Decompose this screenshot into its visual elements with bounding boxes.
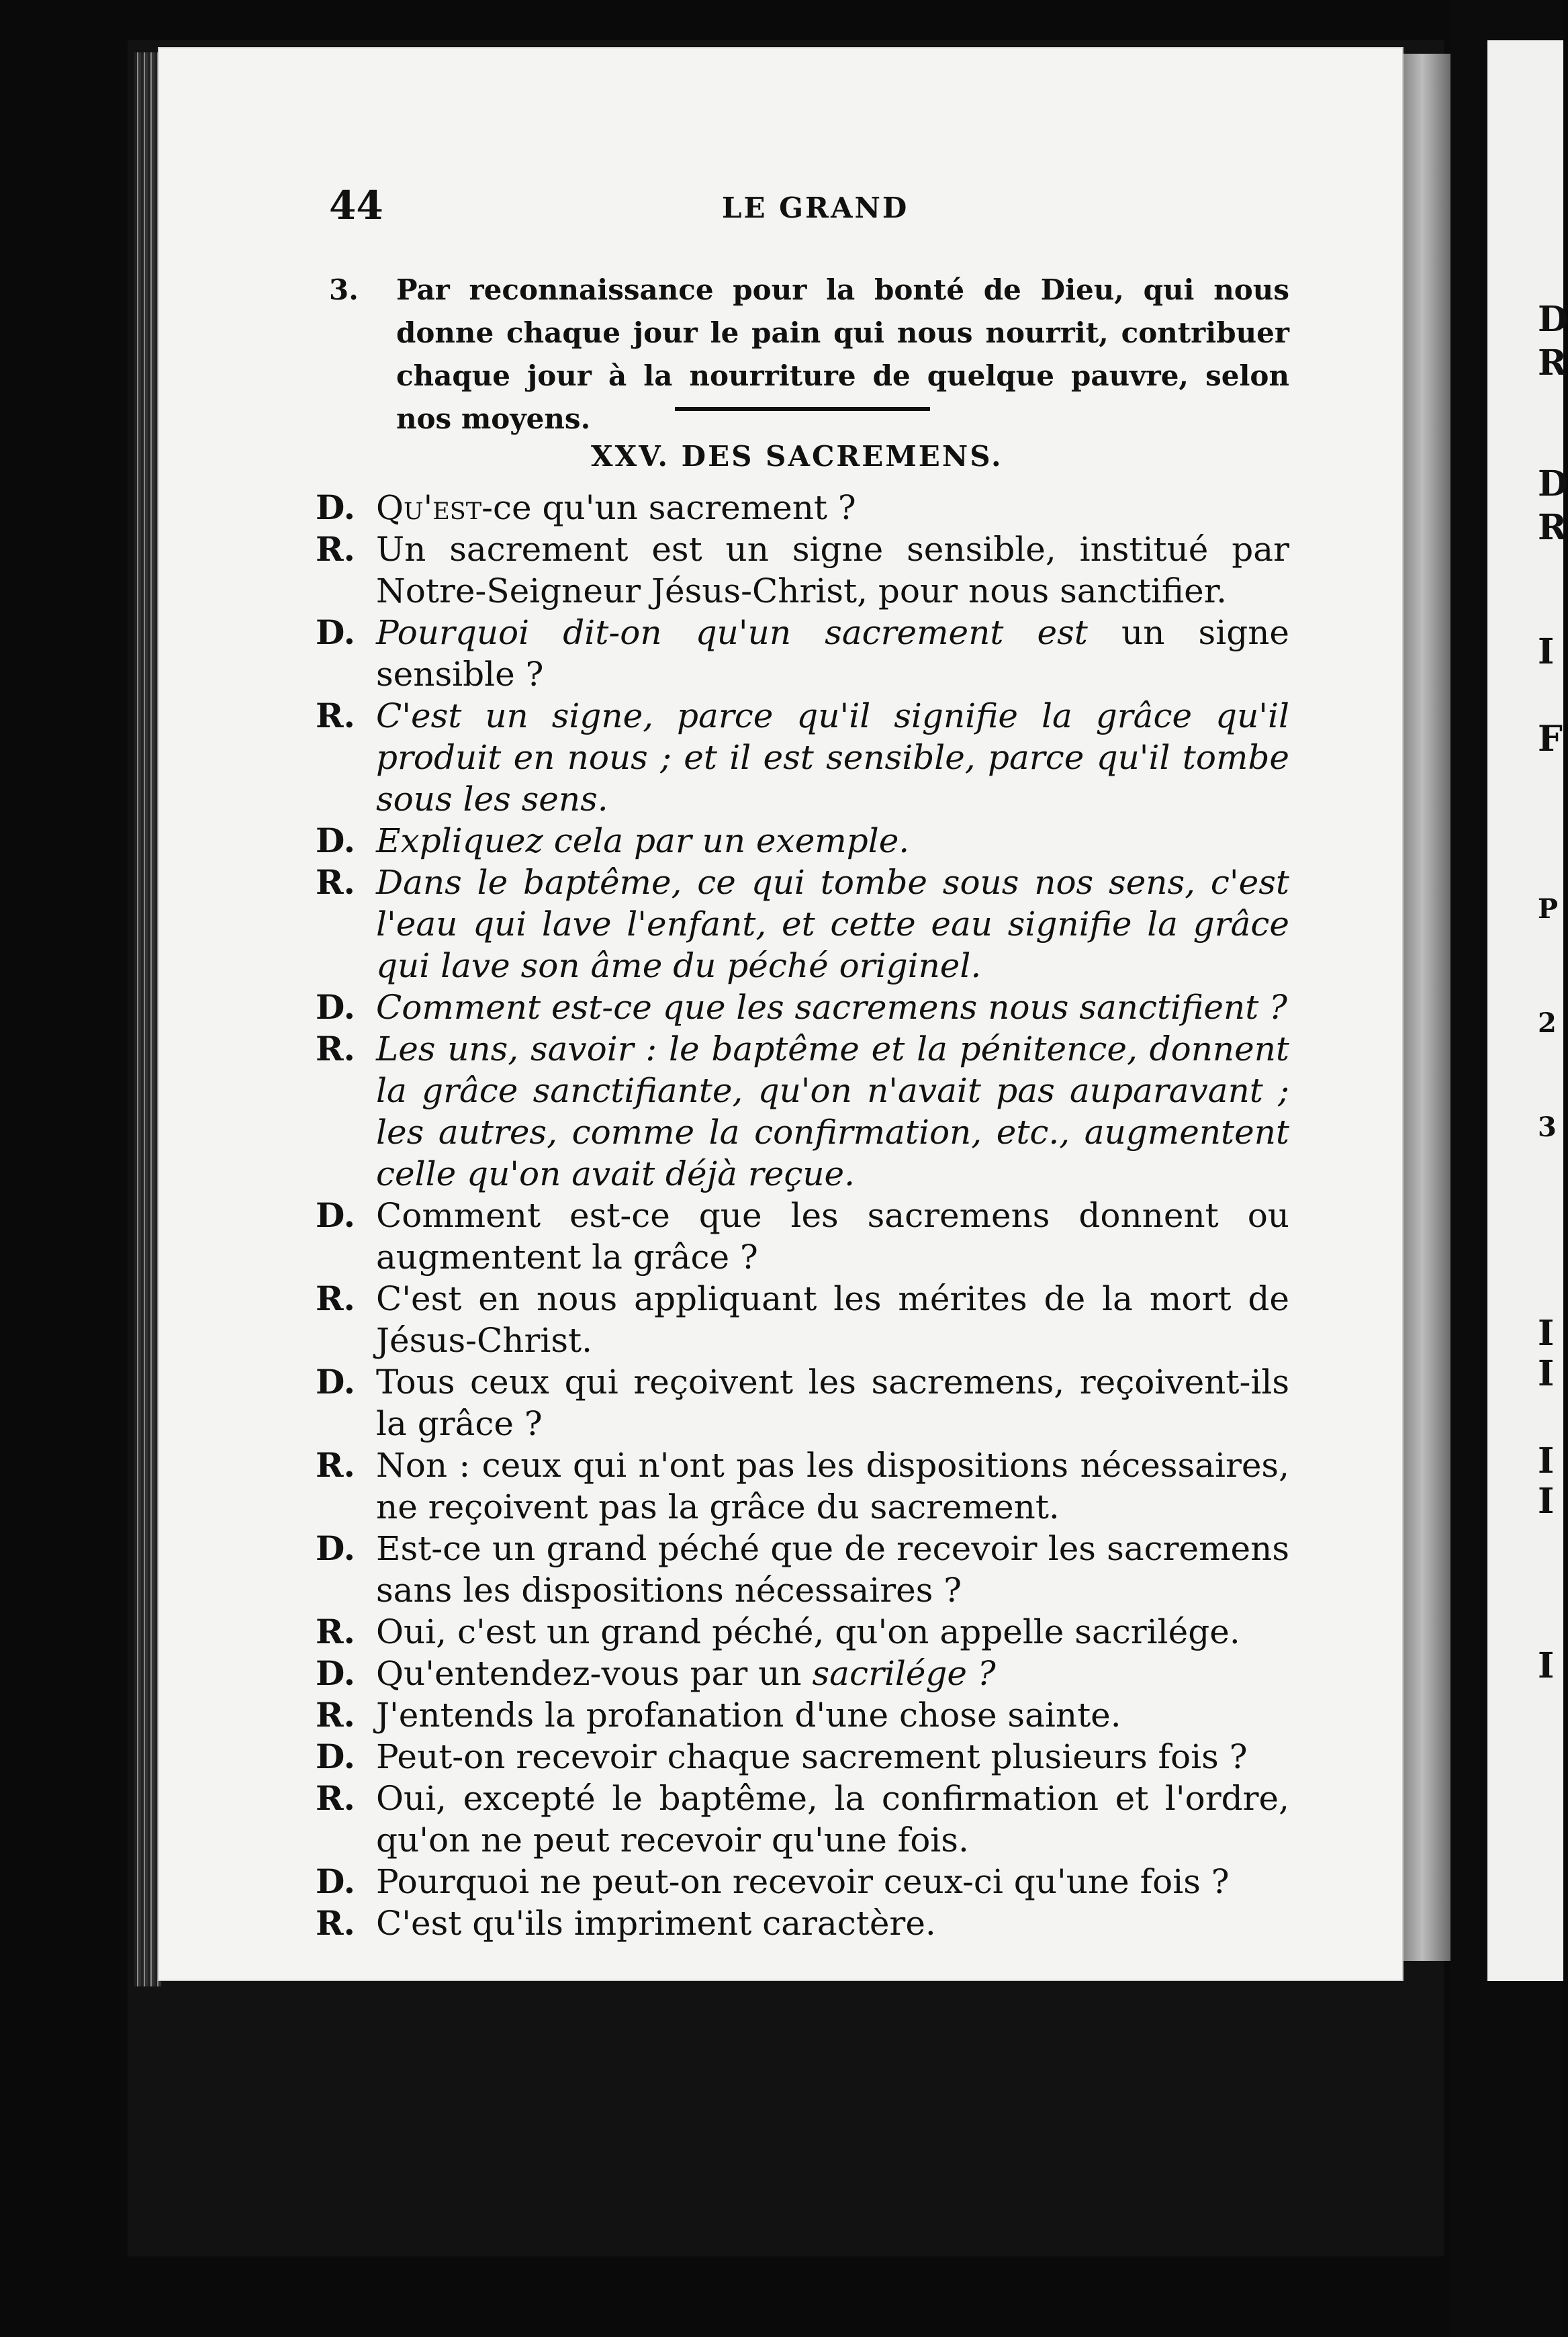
qa-entry <box>316 1445 1289 1528</box>
entry-label: D. <box>316 1653 355 1693</box>
running-title: LE GRAND <box>722 191 909 224</box>
qa-entry <box>316 1195 1289 1278</box>
qa-entry <box>316 987 1289 1028</box>
entry-label: R. <box>316 1695 355 1735</box>
entry-italic: Pourquoi dit-on qu'un sacrement est <box>376 613 1088 652</box>
intro-number: 3. <box>329 273 359 306</box>
facing-letter: I <box>1538 1645 1555 1686</box>
section-divider <box>675 407 930 411</box>
entry-label: D. <box>316 1862 355 1901</box>
qa-entry <box>316 487 1289 529</box>
facing-letter: F <box>1538 719 1563 760</box>
entry-lead: Qu'est <box>376 488 482 527</box>
facing-letter: 3 <box>1538 1111 1557 1143</box>
qa-entry <box>316 820 1289 862</box>
entry-text: C'est un signe, parce qu'il signifie la grâce qu'il produit en nous ; et il est sensible, parce qu'il tombe sous les sens. <box>376 696 1289 819</box>
intro-text: Par reconnaissance pour la bonté de Dieu, qui nous donne chaque jour le pain qui nous nourrit, contribuer chaque jour à la nourriture de quelque pauvre, selon nos moyens. <box>396 273 1289 435</box>
qa-entry <box>316 1694 1289 1736</box>
facing-letter: I <box>1538 1481 1555 1522</box>
entry-text: Qu'entendez-vous par un <box>376 1654 813 1693</box>
entry-text: Comment est-ce que les sacremens donnent ou augmentent la grâce ? <box>376 1196 1289 1277</box>
entry-text: Un sacrement est un signe sensible, institué par Notre-Seigneur Jésus-Christ, pour nous sanctifier. <box>376 530 1289 610</box>
entry-label: D. <box>316 1528 355 1568</box>
qa-entry <box>316 1778 1289 1861</box>
page-gutter <box>1403 54 1450 1961</box>
qa-entry <box>316 1653 1289 1694</box>
entry-text: C'est qu'ils impriment caractère. <box>376 1904 936 1943</box>
entry-text: Tous ceux qui reçoivent les sacremens, reçoivent-ils la grâce ? <box>376 1363 1289 1443</box>
entry-text: Peut-on recevoir chaque sacrement plusieurs fois ? <box>376 1737 1248 1776</box>
facing-letter: P <box>1538 893 1559 925</box>
entry-label: D. <box>316 1195 355 1235</box>
entry-label: R. <box>316 1778 355 1818</box>
intro-item <box>329 269 1289 441</box>
entry-text: Comment est-ce que les sacremens nous sanctifient ? <box>376 988 1287 1027</box>
entry-label: R. <box>316 1029 355 1068</box>
qa-entry <box>316 1903 1289 1944</box>
entry-label: R. <box>316 1903 355 1943</box>
qa-entry <box>316 1361 1289 1445</box>
facing-letter: R <box>1538 342 1567 383</box>
entry-text: Oui, c'est un grand péché, qu'on appelle sacrilége. <box>376 1612 1240 1651</box>
facing-letter: I <box>1538 1313 1555 1354</box>
qa-entry <box>316 612 1289 695</box>
entry-label: D. <box>316 1362 355 1402</box>
facing-letter: 2 <box>1538 1007 1557 1039</box>
page-number: 44 <box>329 183 383 228</box>
entry-label: D. <box>316 488 355 527</box>
entry-text: Est-ce un grand péché que de recevoir les sacremens sans les dispositions nécessaires ? <box>376 1529 1289 1610</box>
entry-label: D. <box>316 987 355 1027</box>
entry-text: J'entends la profanation d'une chose sainte. <box>376 1696 1121 1735</box>
qa-entry <box>316 695 1289 820</box>
facing-letter: D <box>1538 299 1568 340</box>
facing-letter: I <box>1538 631 1555 672</box>
qa-entry <box>316 862 1289 987</box>
entry-text: un signe sensible ? <box>376 613 1289 694</box>
entry-text: Non : ceux qui n'ont pas les dispositions nécessaires, ne reçoivent pas la grâce du sacrement. <box>376 1446 1289 1526</box>
facing-letter: I <box>1538 1353 1555 1394</box>
entry-label: R. <box>316 1445 355 1485</box>
facing-letter: D <box>1538 463 1568 504</box>
entry-text: -ce qu'un sacrement ? <box>481 488 856 527</box>
qa-entry <box>316 529 1289 612</box>
entry-text: C'est en nous appliquant les mérites de la mort de Jésus-Christ. <box>376 1279 1289 1360</box>
qa-list <box>316 487 1289 1944</box>
facing-letter: R <box>1538 507 1567 548</box>
entry-text: Pourquoi ne peut-on recevoir ceux-ci qu'une fois ? <box>376 1862 1230 1901</box>
entry-label: R. <box>316 696 355 735</box>
entry-label: D. <box>316 821 355 860</box>
entry-label: D. <box>316 612 355 652</box>
entry-text: Dans le baptême, ce qui tombe sous nos sens, c'est l'eau qui lave l'enfant, et cette eau signifie la grâce qui lave son âme du péché originel. <box>376 863 1289 985</box>
entry-label: R. <box>316 1279 355 1318</box>
entry-label: R. <box>316 1612 355 1651</box>
facing-letter: I <box>1538 1440 1555 1481</box>
qa-entry <box>316 1528 1289 1611</box>
qa-entry <box>316 1861 1289 1903</box>
entry-text: Oui, excepté le baptême, la confirmation et l'ordre, qu'on ne peut recevoir qu'une fois. <box>376 1779 1289 1860</box>
entry-label: R. <box>316 862 355 902</box>
qa-entry <box>316 1278 1289 1361</box>
page-stack-edge <box>134 52 161 1986</box>
section-title: XXV. DES SACREMENS. <box>591 440 1003 473</box>
entry-text: Expliquez cela par un exemple. <box>376 821 910 860</box>
qa-entry <box>316 1736 1289 1778</box>
entry-label: R. <box>316 529 355 569</box>
entry-label: D. <box>316 1737 355 1776</box>
entry-text: Les uns, savoir : le baptême et la pénitence, donnent la grâce sanctifiante, qu'on n'avait pas auparavant ; les autres, comme la confirmation, etc., augmentent celle qu'on avait déjà reçue. <box>376 1029 1289 1193</box>
entry-italic: sacrilége ? <box>812 1654 996 1693</box>
qa-entry <box>316 1611 1289 1653</box>
qa-entry <box>316 1028 1289 1195</box>
